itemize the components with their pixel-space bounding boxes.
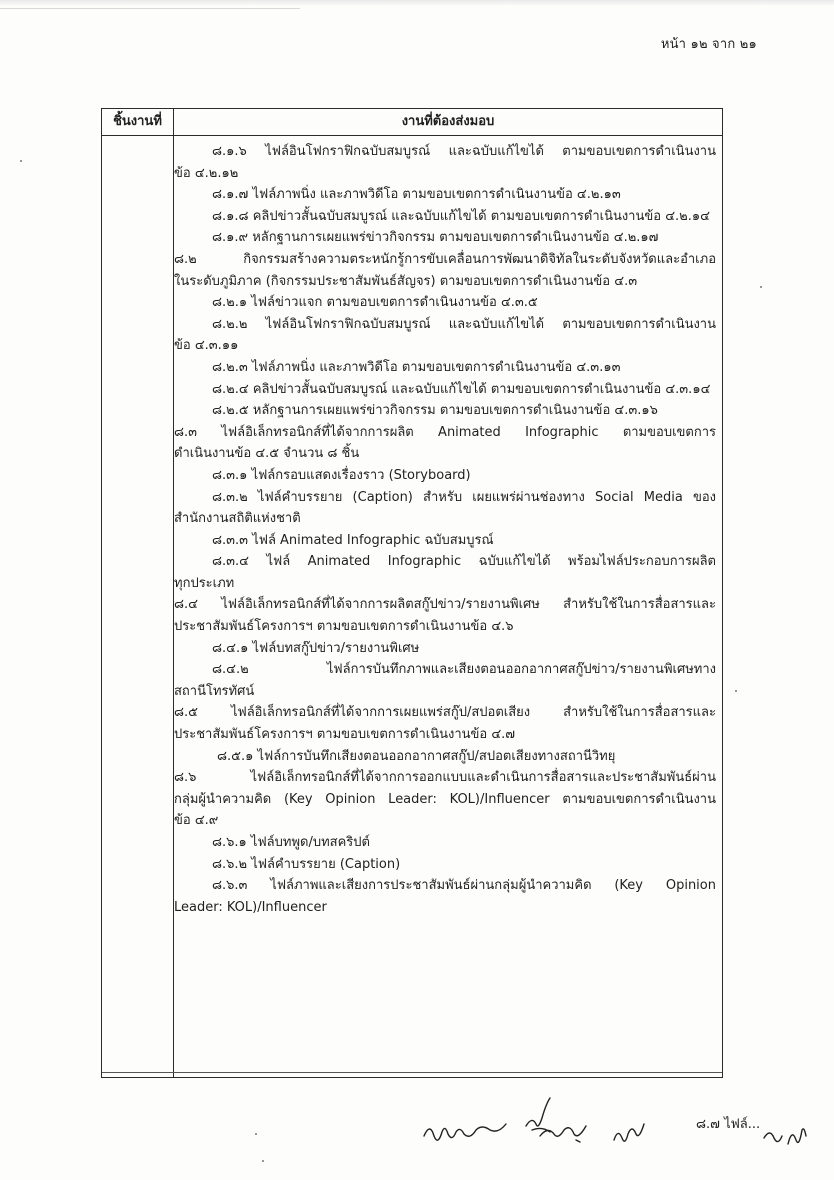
text-line: สำนักงานสถิติแห่งชาติ <box>174 511 301 527</box>
text-line: กลุ่มผู้นำความคิด (Key Opinion Leader: KOL)/Influencer ตามขอบเขตการดำเนินงาน <box>174 791 716 807</box>
text-line: ๘.๓.๒ ไฟล์คำบรรยาย (Caption) สำหรับ เผยแพร่ผ่านช่องทาง Social Media ของ <box>212 489 716 505</box>
text-line: ๘.๑.๗ ไฟล์ภาพนิ่ง และภาพวิดีโอ ตามขอบเขตการดำเนินงานข้อ ๔.๒.๑๓ <box>212 187 621 203</box>
text-line: ๘.๓.๑ ไฟล์กรอบแสดงเรื่องราว (Storyboard) <box>212 467 471 483</box>
text-line: ๘.๖.๓ ไฟล์ภาพและเสียงการประชาสัมพันธ์ผ่านกลุ่มผู้นำความคิด (Key Opinion <box>212 878 716 894</box>
text-line: ๘.๒.๓ ไฟล์ภาพนิ่ง และภาพวิดีโอ ตามขอบเขตการดำเนินงานข้อ ๔.๓.๑๓ <box>212 359 621 375</box>
text-line: ๘.๔ ไฟล์อิเล็กทรอนิกส์ที่ได้จากการผลิตสกู๊ปข่าว/รายงานพิเศษ สำหรับใช้ในการสื่อสารและ <box>174 597 716 613</box>
text-line: ๘.๑.๘ คลิปข่าวสั้นฉบับสมบูรณ์ และฉบับแก้ไขได้ ตามขอบเขตการดำเนินงานข้อ ๔.๒.๑๔ <box>212 208 710 224</box>
text-line: ๘.๖.๑ ไฟล์บทพูด/บทสคริปต์ <box>212 835 370 850</box>
text-line: ๘.๖ ไฟล์อิเล็กทรอนิกส์ที่ได้จากการออกแบบและดำเนินการสื่อสารและประชาสัมพันธ์ผ่าน <box>174 770 716 786</box>
text-line: ๘.๑.๖ ไฟล์อินโฟกราฟิกฉบับสมบูรณ์ และฉบับแก้ไขได้ ตามขอบเขตการดำเนินงาน <box>212 144 716 159</box>
page-number: หน้า ๑๒ จาก ๒๑ <box>660 37 757 52</box>
text-line: Leader: KOL)/Influencer <box>174 899 327 915</box>
signature-1 <box>420 1118 510 1148</box>
signature-4 <box>610 1120 650 1150</box>
scan-top-edge <box>0 0 834 6</box>
text-line: ๘.๒.๕ หลักฐานการเผยแพร่ข่าวกิจกรรม ตามขอบเขตการดำเนินงานข้อ ๔.๓.๑๖ <box>212 403 658 419</box>
header-piece-number: ชิ้นงานที่ <box>113 114 162 129</box>
signature-footer <box>420 1090 810 1150</box>
continue-text: ๘.๗ ไฟล์... <box>696 1117 761 1132</box>
signature-3 <box>536 1120 592 1146</box>
text-line: ๘.๒.๑ ไฟล์ข่าวแจก ตามขอบเขตการดำเนินงานข้อ ๔.๓.๕ <box>212 295 538 311</box>
text-line: ๘.๒.๒ ไฟล์อินโฟกราฟิกฉบับสมบูรณ์ และฉบับแก้ไขได้ ตามขอบเขตการดำเนินงาน <box>212 316 716 332</box>
table-bottom-rule <box>102 1072 722 1073</box>
text-line: ๘.๒.๔ คลิปข่าวสั้นฉบับสมบูรณ์ และฉบับแก้ไขได้ ตามขอบเขตการดำเนินงานข้อ ๔.๓.๑๔ <box>212 381 711 397</box>
deliverables-table <box>101 108 723 1078</box>
text-line: ๘.๓ ไฟล์อิเล็กทรอนิกส์ที่ได้จากการผลิต Animated Infographic ตามขอบเขตการ <box>174 424 716 440</box>
text-line: ๘.๑.๙ หลักฐานการเผยแพร่ข่าวกิจกรรม ตามขอบเขตการดำเนินงานข้อ ๔.๒.๑๗ <box>212 230 659 246</box>
text-line: ประชาสัมพันธ์โครงการฯ ตามขอบเขตการดำเนินงานข้อ ๔.๗ <box>174 727 516 743</box>
text-line: ๘.๕ ไฟล์อิเล็กทรอนิกส์ที่ได้จากการเผยแพร่สกู๊ป/สปอตเสียง สำหรับใช้ในการสื่อสารและ <box>174 705 716 721</box>
text-line: ข้อ ๔.๙ <box>174 813 219 829</box>
table-header-divider <box>102 135 722 136</box>
text-line: ในระดับภูมิภาค (กิจกรรมประชาสัมพันธ์สัญจร) ตามขอบเขตการดำเนินงานข้อ ๔.๓ <box>174 273 638 289</box>
text-line: ๘.๒ กิจกรรมสร้างความตระหนักรู้การขับเคลื่อนการพัฒนาดิจิทัลในระดับจังหวัดและอำเภอ <box>174 251 716 267</box>
text-line: ๘.๓.๓ ไฟล์ Animated Infographic ฉบับสมบูรณ์ <box>212 532 494 548</box>
signature-5 <box>760 1122 810 1148</box>
text-line: ๘.๖.๒ ไฟล์คำบรรยาย (Caption) <box>212 856 401 872</box>
scan-artifact-line <box>0 8 300 9</box>
text-line: ๘.๓.๔ ไฟล์ Animated Infographic ฉบับแก้ไขได้ พร้อมไฟล์ประกอบการผลิต <box>212 554 716 570</box>
deliverables-content <box>174 141 716 918</box>
text-line: ๘.๕.๑ ไฟล์การบันทึกเสียงตอนออกอากาศสกู๊ป/สปอตเสียงทางสถานีวิทยุ <box>217 748 616 764</box>
text-line: สถานีโทรทัศน์ <box>174 683 255 699</box>
text-line: ประชาสัมพันธ์โครงการฯ ตามขอบเขตการดำเนินงานข้อ ๔.๖ <box>174 619 514 635</box>
text-line: ข้อ ๔.๒.๑๒ <box>174 165 239 181</box>
text-line: ข้อ ๔.๓.๑๑ <box>174 338 239 354</box>
text-line: ดำเนินงานข้อ ๔.๕ จำนวน ๘ ชิ้น <box>174 446 360 462</box>
text-line: ๘.๔.๑ ไฟล์บทสกู๊ปข่าว/รายงานพิเศษ <box>212 640 420 656</box>
text-line: ๘.๔.๒ ไฟล์การบันทึกภาพและเสียงตอนออกอากาศสกู๊ปข่าว/รายงานพิเศษทาง <box>212 662 716 678</box>
header-deliverables: งานที่ต้องส่งมอบ <box>401 114 495 129</box>
text-line: ทุกประเภท <box>174 575 235 591</box>
